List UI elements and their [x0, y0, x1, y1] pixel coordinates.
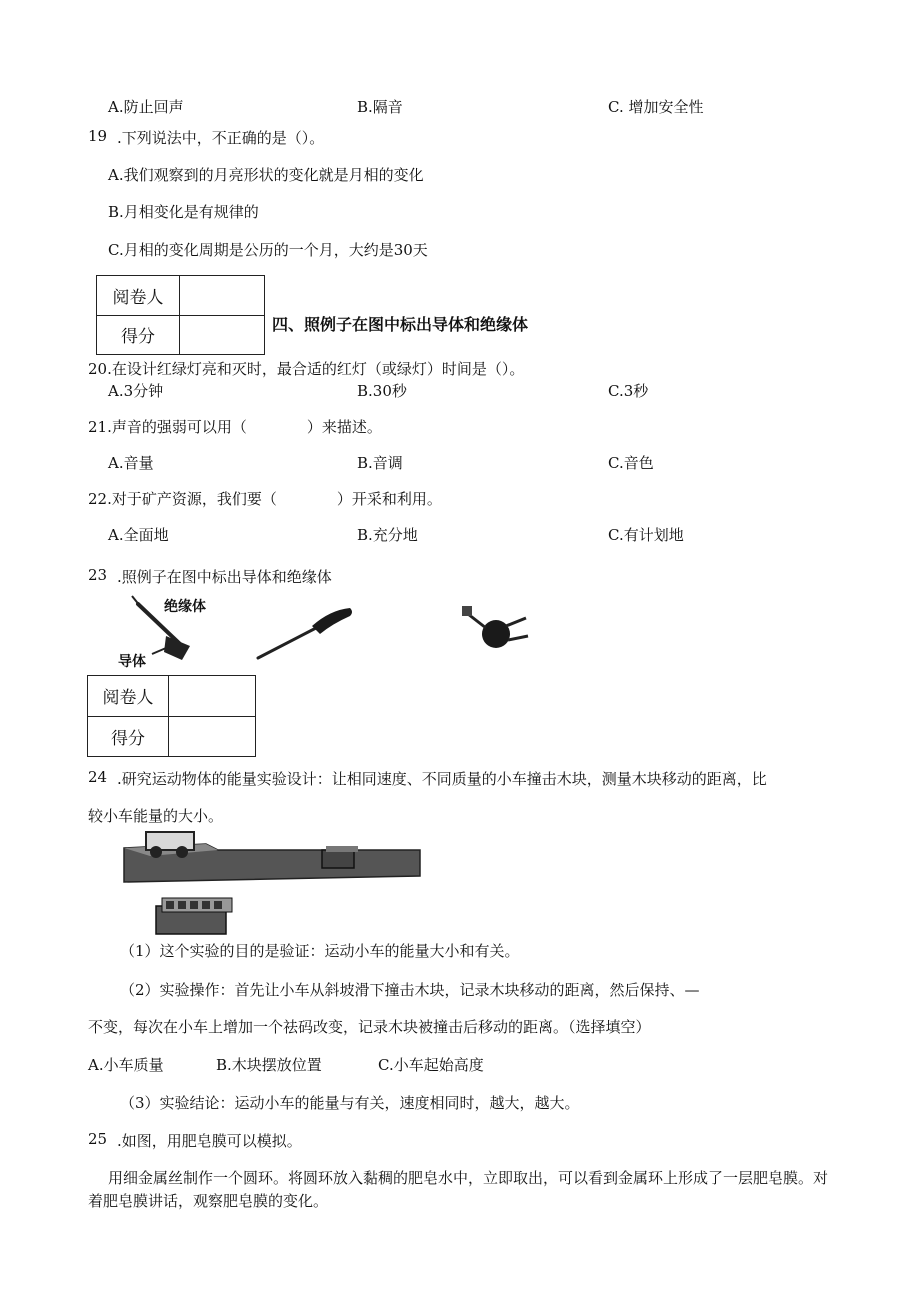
plug-body: [482, 620, 510, 648]
q20-stem: 20.在设计红绿灯亮和灭时，最合适的红灯（或绿灯）时间是（）。: [88, 360, 525, 378]
q20-option-a: A.3分钟: [108, 382, 164, 400]
cart-wheel-rear: [150, 846, 162, 858]
grade-box-2-score-label: 得分: [88, 716, 169, 757]
q18-option-b: B.隔音: [357, 98, 403, 116]
plug-pin-1: [506, 618, 526, 626]
q19-stem: .下列说法中，不正确的是（）。: [117, 129, 325, 147]
q24-sub1: （1）这个实验的目的是验证：运动小车的能量大小和有关。: [120, 942, 520, 960]
grade-box-reviewer-cell: [180, 276, 265, 316]
conductor-pointer: [152, 648, 166, 654]
plug-pin-2: [508, 636, 528, 640]
screwdriver-figure: [250, 600, 360, 664]
q19-number: 19: [88, 127, 108, 145]
q20-option-b: B.30秒: [357, 382, 407, 400]
q21-option-a: A.音量: [108, 454, 154, 472]
q25-number: 25: [88, 1130, 108, 1148]
q19-option-a: A.我们观察到的月亮形状的变化就是月相的变化: [108, 166, 424, 184]
q20-option-c: C.3秒: [608, 382, 649, 400]
q22-option-b: B.充分地: [357, 526, 418, 544]
q23-stem: .照例子在图中标出导体和绝缘体: [117, 568, 332, 586]
insulator-label: 绝缘体: [164, 599, 206, 615]
grade-box-reviewer-label: 阅卷人: [97, 276, 180, 316]
insulator-pointer: [132, 596, 140, 606]
q24-option-b: B.木块摆放位置: [216, 1056, 322, 1074]
cart-wheel-front: [176, 846, 188, 858]
screwdriver-shaft: [258, 628, 316, 658]
q23-number: 23: [88, 566, 108, 584]
q25-description-line1: 用细金属丝制作一个圆环。将圆环放入黏稠的肥皂水中，立即取出，可以看到金属环上形成了一层肥皂膜。对: [108, 1169, 829, 1187]
q18-option-c: C. 增加安全性: [608, 98, 704, 116]
grade-box-2-reviewer-cell: [169, 676, 256, 717]
q24-number: 24: [88, 768, 108, 786]
q24-option-c: C.小车起始高度: [378, 1056, 484, 1074]
q19-option-c: C.月相的变化周期是公历的一个月，大约是30天: [108, 241, 428, 259]
plug-cord: [468, 614, 486, 628]
q22-option-a: A.全面地: [108, 526, 169, 544]
q18-option-a: A.防止回声: [108, 98, 184, 116]
section-4-title: 四、照例子在图中标出导体和绝缘体: [272, 315, 529, 334]
q24-option-a: A.小车质量: [88, 1056, 164, 1074]
grade-box-2-score-cell: [169, 716, 256, 757]
q22-stem: 22.对于矿产资源，我们要（ ）开采和利用。: [88, 490, 442, 508]
q24-stem-line2: 较小车能量的大小。: [88, 807, 224, 825]
q24-sub2-line1: （2）实验操作：首先让小车从斜坡滑下撞击木块，记录木块移动的距离，然后保持、—: [120, 981, 700, 999]
q24-sub2-line2: 不变，每次在小车上增加一个祛码改变，记录木块被撞击后移动的距离。（选择填空）: [88, 1018, 651, 1036]
q21-stem: 21.声音的强弱可以用（ ）来描述。: [88, 418, 382, 436]
ramp-experiment-figure: [120, 826, 425, 940]
plug-figure: [440, 600, 540, 670]
grade-box-score-label: 得分: [97, 315, 180, 355]
grade-box: [96, 275, 265, 355]
q22-option-c: C.有计划地: [608, 526, 684, 544]
wooden-block: [322, 850, 354, 868]
q21-option-b: B.音调: [357, 454, 403, 472]
grade-box-2-reviewer-label: 阅卷人: [88, 676, 169, 717]
q19-option-b: B.月相变化是有规律的: [108, 203, 259, 221]
grade-box-score-cell: [180, 315, 265, 355]
q25-stem: .如图，用肥皂膜可以模拟。: [117, 1132, 302, 1150]
q24-sub3: （3）实验结论：运动小车的能量与有关，速度相同时，越大，越大。: [120, 1094, 580, 1112]
q25-description-line2: 着肥皂膜讲话，观察肥皂膜的变化。: [88, 1192, 329, 1210]
q24-stem-line1: .研究运动物体的能量实验设计：让相同速度、不同质量的小车撞击木块，测量木块移动的距离，比: [117, 770, 767, 788]
q21-option-c: C.音色: [608, 454, 654, 472]
conductor-label: 导体: [118, 654, 146, 670]
plug-cord-end: [462, 606, 472, 616]
wooden-block-top: [326, 846, 358, 852]
grade-box-2: [87, 675, 256, 757]
screwdriver-handle: [312, 608, 352, 634]
